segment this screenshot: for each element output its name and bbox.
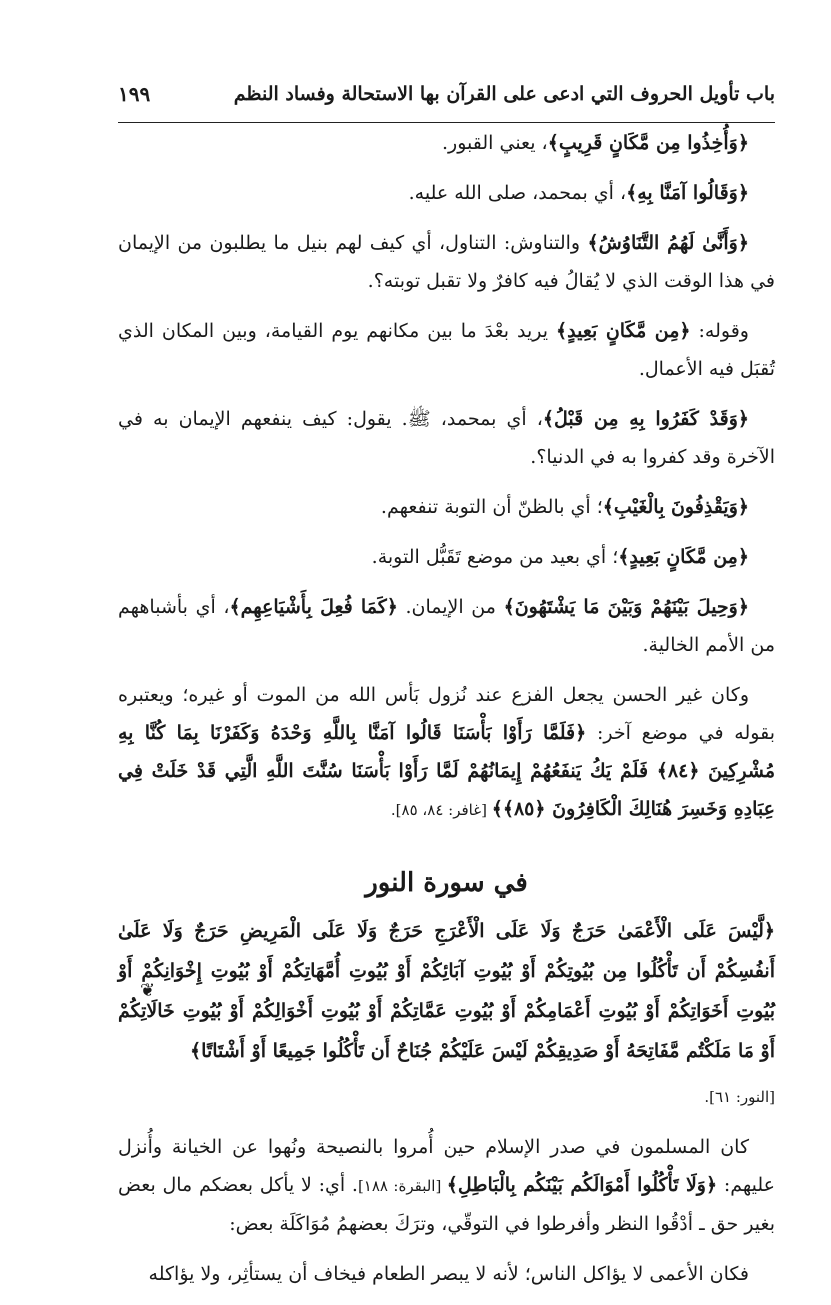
gloss-text: ، أي بمحمد، صلى الله عليه. xyxy=(408,182,627,204)
gloss-paragraph xyxy=(118,312,775,388)
quran-verse: ﴿كَمَا فُعِلَ بِأَشْيَاعِهِم﴾ xyxy=(229,596,398,618)
gloss-text: والتناوش: التناول، أي كيف لهم بنيل ما يطلبون من الإيمان في هذا الوقت الذي لا يُقالُ فيه كافرٌ ولا تقبل توبته؟. xyxy=(118,232,775,292)
gloss-text: ؛ أي بعيد من موضع تَقَبُّل التوبة. xyxy=(371,546,619,568)
quran-verse: ﴿وَحِيلَ بَيْنَهُمْ وَبَيْنَ مَا يَشْتَهُونَ﴾ xyxy=(503,596,749,618)
gloss-paragraph xyxy=(118,400,775,476)
verse-reference: [غافر: ٨٤، ٨٥]. xyxy=(390,801,492,819)
quran-verse: ﴿فَلَمَّا رَأَوْا بَأْسَنَا قَالُوا آمَنَّا بِاللَّهِ وَحْدَهُ وَكَفَرْنَا بِمَا كُنَّا بِهِ مُشْرِكِينَ ﴿٨٤﴾ فَلَمْ يَكُ يَنفَعُهُمْ إِيمَانُهُمْ لَمَّا رَأَوْا بَأْسَنَا سُنَّتَ اللَّهِ الَّتِي قَدْ خَلَتْ فِي عِبَادِهِ وَخَسِرَ هُنَالِكَ الْكَافِرُونَ ﴿٨٥﴾﴾ xyxy=(118,722,775,820)
gloss-paragraph xyxy=(118,676,775,829)
quran-verse-block xyxy=(118,911,775,1071)
commentary-text: فكان الأعمى لا يؤاكل الناس؛ لأنه لا يبصر الطعام فيخاف أن يستأثِر، ولا يؤاكله xyxy=(148,1263,749,1285)
commentary-text: كان المسلمون في صدر الإسلام حين أُمروا بالنصيحة ونُهوا عن الخيانة وأُنزل عليهم: xyxy=(118,1136,775,1196)
quran-verse: ﴿مِن مَّكَانٍ بَعِيدٍ﴾ xyxy=(556,320,691,342)
gloss-text: ، يعني القبور. xyxy=(442,132,548,154)
quran-verse: ﴿وَأَنَّىٰ لَهُمُ التَّنَاوُشُ﴾ xyxy=(587,232,749,254)
gloss-paragraph xyxy=(118,538,775,576)
page-body xyxy=(118,124,775,1305)
quran-verse: ﴿وَأُخِذُوا مِن مَّكَانٍ قَرِيبٍ﴾ xyxy=(547,132,749,154)
quran-verse: ﴿وَقَدْ كَفَرُوا بِهِ مِن قَبْلُ﴾ xyxy=(542,408,749,430)
gloss-paragraph xyxy=(118,488,775,526)
gloss-text: وكان غير الحسن يجعل الفزع عند نُزول بَأس الله من الموت أو غيره؛ ويعتبره بقوله في موضع آخر: xyxy=(118,684,775,744)
gloss-text: ، أي بمحمد، ﷺ. يقول: كيف ينفعهم الإيمان به في الآخرة وقد كفروا به في الدنيا؟. xyxy=(118,408,775,468)
gloss-text: ؛ أي بالظنّ أن التوبة تنفعهم. xyxy=(380,496,603,518)
quran-verse: ﴿لَّيْسَ عَلَى الْأَعْمَىٰ حَرَجٌ وَلَا عَلَى الْأَعْرَجِ حَرَجٌ وَلَا عَلَى الْمَرِيضِ حَرَجٌ وَلَا عَلَىٰ أَنفُسِكُمْ أَن تَأْكُلُوا مِن بُيُوتِكُمْ أَوْ بُيُوتِ آبَائِكُمْ أَوْ بُيُوتِ أُمَّهَاتِكُمْ أَوْ بُيُوتِ إِخْوَانِكُمْ أَوْ بُيُوتِ أَخَوَاتِكُمْ أَوْ بُيُوتِ أَعْمَامِكُمْ أَوْ بُيُوتِ عَمَّاتِكُمْ أَوْ بُيُوتِ أَخْوَالِكُمْ أَوْ بُيُوتِ خَالَاتِكُمْ أَوْ مَا مَلَكْتُم مَّفَاتِحَهُ أَوْ صَدِيقِكُمْ لَيْسَ عَلَيْكُمْ جُنَاحٌ أَن تَأْكُلُوا جَمِيعًا أَوْ أَشْتَاتًا﴾ xyxy=(118,920,775,1062)
quran-verse: ﴿مِن مَّكَانٍ بَعِيدٍ﴾ xyxy=(618,546,749,568)
commentary-paragraph xyxy=(118,1255,775,1293)
gloss-text: ، أي بأشباههم من الأمم الخالية. xyxy=(118,596,775,656)
quran-verse: ﴿وَقَالُوا آمَنَّا بِهِ﴾ xyxy=(626,182,749,204)
chapter-title: باب تأويل الحروف التي ادعى على القرآن بها الاستحالة وفساد النظم xyxy=(233,83,775,105)
section-heading: في سورة النور xyxy=(365,868,528,898)
verse-reference: [النور: ٦١]. xyxy=(704,1088,775,1106)
gloss-paragraph xyxy=(118,224,775,300)
quran-verse: ﴿وَيَقْذِفُونَ بِالْغَيْبِ﴾ xyxy=(602,496,749,518)
commentary-text: . أي: لا يأكل بعضكم مال بعض بغير حق ـ أدْقُوا النظر وأفرطوا في التوقّي، وترَكَ بعضهمُ مُوَاكَلَة بعض: xyxy=(118,1174,775,1235)
gloss-paragraph xyxy=(118,588,775,664)
reference-line xyxy=(118,1077,775,1116)
gloss-text: من الإيمان. xyxy=(397,596,504,618)
quran-verse: ﴿وَلَا تَأْكُلُوا أَمْوَالَكُم بَيْنَكُم بِالْبَاطِلِ﴾ xyxy=(446,1174,718,1196)
lead-text: وقوله: xyxy=(690,320,749,342)
commentary-paragraph xyxy=(118,1128,775,1243)
ornament-flourish-icon: ❦ xyxy=(140,980,156,1001)
verse-reference: [البقرة: ١٨٨] xyxy=(357,1177,447,1195)
page-number: ١٩٩ xyxy=(118,82,151,106)
gloss-paragraph xyxy=(118,124,775,162)
gloss-text: يريد بعْدَ ما بين مكانهم يوم القيامة، وبين المكان الذي تُقبَل فيه الأعمال. xyxy=(118,320,775,380)
gloss-paragraph xyxy=(118,174,775,212)
running-header xyxy=(118,66,775,123)
